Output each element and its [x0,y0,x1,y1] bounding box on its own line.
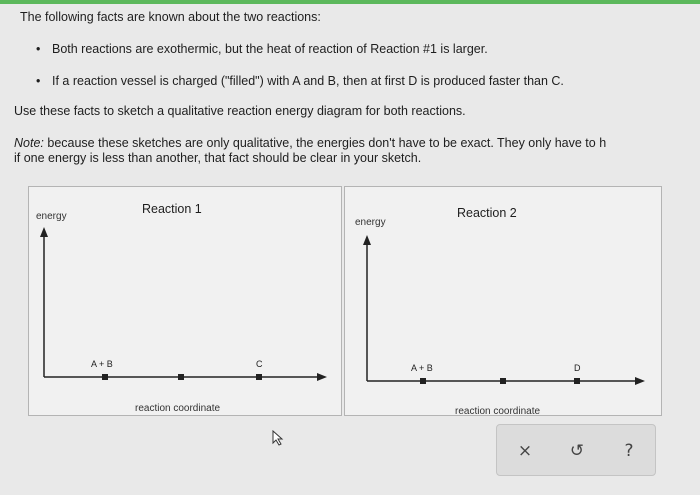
reaction-2-axes [345,187,663,417]
undo-button[interactable]: ↺ [563,437,591,465]
reaction-1-title: Reaction 1 [142,202,202,216]
product-marker [574,378,580,384]
problem-intro: The following facts are known about the two reactions: [20,10,321,24]
reaction-2-x-axis-label: reaction coordinate [455,406,541,417]
answer-toolbar [496,424,656,476]
fact-bullet-2: If a reaction vessel is charged ("filled") with A and B, then at first D is produced faster than C. [52,74,564,88]
reaction-2-reactants-label: A + B [411,363,433,373]
intermediate-marker [178,374,184,380]
reactants-marker [420,378,426,384]
intermediate-marker [500,378,506,384]
reaction-2-title: Reaction 2 [457,206,517,220]
reaction-1-sketch-area[interactable] [28,186,342,416]
reaction-2-sketch-area[interactable] [344,186,662,416]
reaction-1-reactants-label: A + B [91,359,113,369]
reactants-marker [102,374,108,380]
instruction-text: Use these facts to sketch a qualitative reaction energy diagram for both reactions. [14,104,466,118]
note-label: Note: [14,136,44,150]
reaction-1-product-label: C [256,359,263,369]
reaction-2-y-axis-label: energy [355,217,386,228]
mouse-cursor-icon [272,430,284,446]
bullet-marker: • [36,42,41,56]
help-button[interactable]: ? [615,437,643,465]
note-line-2: if one energy is less than another, that fact should be clear in your sketch. [14,151,422,165]
clear-button[interactable]: × [511,437,539,465]
reaction-1-axes [29,187,343,417]
bullet-marker: • [36,74,41,88]
fact-bullet-1: Both reactions are exothermic, but the heat of reaction of Reaction #1 is larger. [52,42,488,56]
product-marker [256,374,262,380]
reaction-1-x-axis-label: reaction coordinate [135,403,221,414]
reaction-2-product-label: D [574,363,581,373]
top-accent-bar [0,0,700,4]
reaction-1-y-axis-label: energy [36,211,67,222]
note-line-1: Note: because these sketches are only qualitative, the energies don't have to be exact. They only have to h [14,136,607,150]
